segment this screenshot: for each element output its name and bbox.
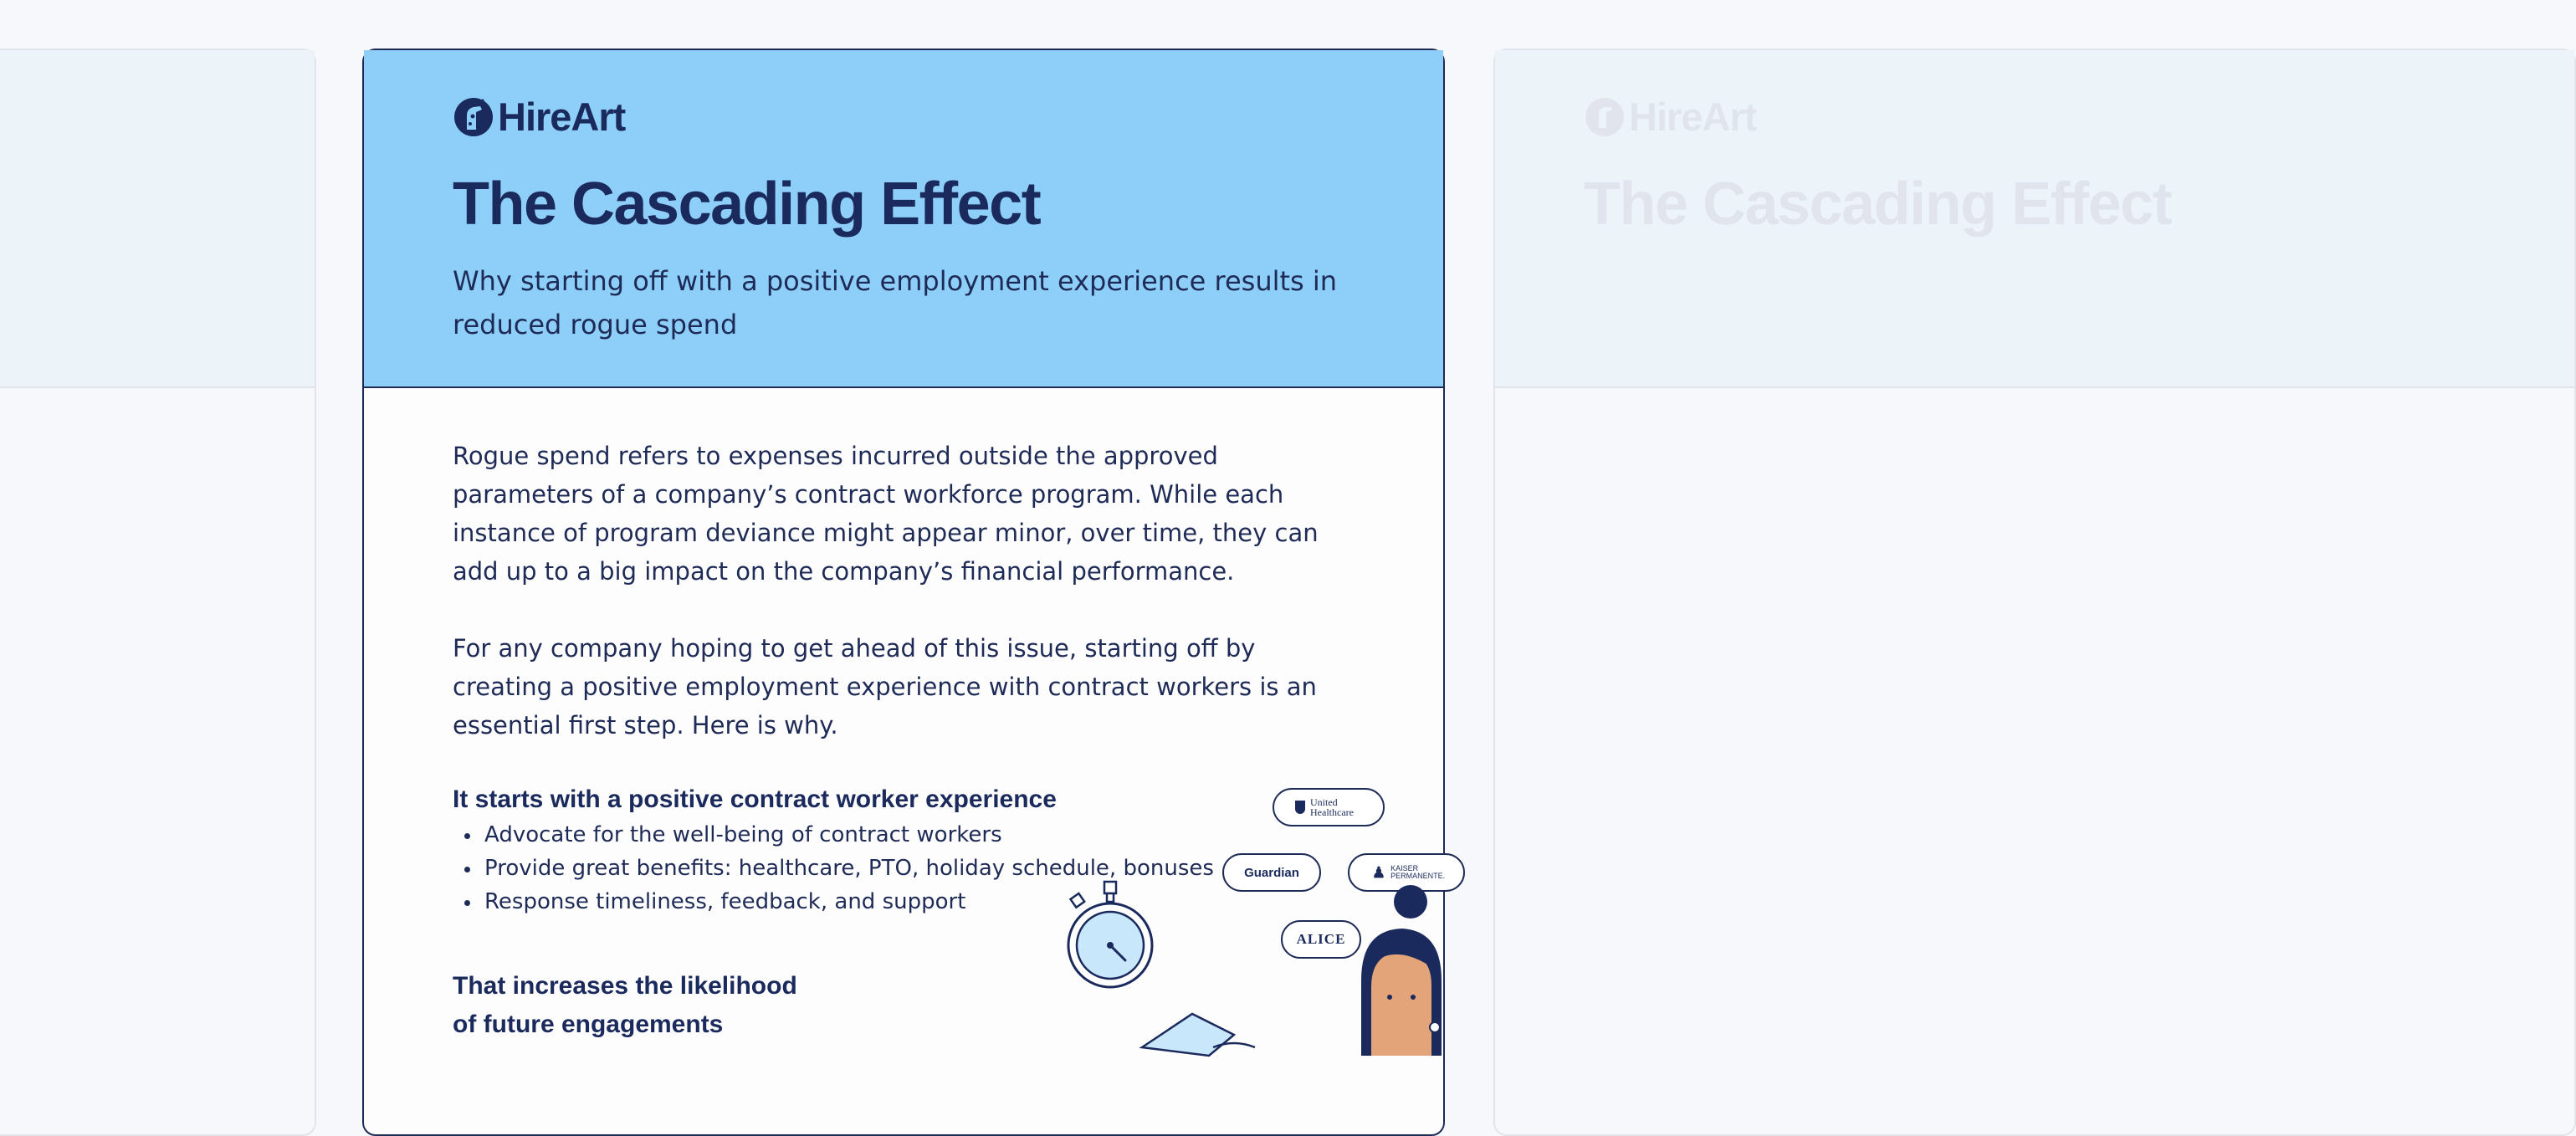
next-slide-logo-text: HireArt [1629,95,1757,139]
alice-label: ALICE [1296,931,1346,947]
hireart-logo-icon [1584,96,1626,138]
next-slide-header [1495,50,2574,388]
united-healthcare-logo [1273,788,1385,826]
previous-slide-card[interactable] [0,49,316,1136]
client-logos-illustration [1067,788,1452,1056]
document-body [364,388,1446,1044]
shield-icon [1295,801,1305,814]
united-healthcare-label: United Healthcare [1310,796,1354,818]
second-paragraph: For any company hoping to get ahead of this issue, starting off by creating a positive employment experience with contract workers is an essential first step. Here is why. [453,634,1317,739]
intro-paragraph: Rogue spend refers to expenses incurred outside the approved parameters of a company’s contract workforce program. While each instance of program deviance might appear minor, over time, they can add up to a big impact on the company’s financial performance. [453,442,1319,586]
kaiser-label: KAISER PERMANENTE. [1390,864,1446,880]
bullet-item: Response timeliness, feedback, and support [453,885,1355,919]
document-card [362,49,1445,1136]
document-subtitle: Why starting off with a positive employment experience results in reduced rogue spend [453,265,1338,340]
previous-slide-header [0,50,315,388]
hireart-logo [453,94,625,140]
document-title: The Cascading Effect [453,171,1041,238]
bullet-item: Provide great benefits: healthcare, PTO, holiday schedule, bonuses [453,852,1355,885]
people-icon: ♟ [1371,863,1386,881]
stopwatch-and-worker-illustration [1067,880,1452,1056]
guardian-label: Guardian [1244,865,1299,880]
section-heading-experience: It starts with a positive contract worker experience [453,785,1057,813]
next-slide-card[interactable] [1493,49,2576,1136]
next-slide-logo [1584,94,1756,140]
section-heading-engagements: That increases the likelihood of future engagements [453,972,797,1038]
hireart-logo-text: HireArt [498,95,626,139]
hireart-logo-icon [453,96,494,138]
bullet-item: Advocate for the well-being of contract workers [453,818,1355,852]
next-slide-title: The Cascading Effect [1584,171,2172,238]
document-header [364,50,1443,388]
